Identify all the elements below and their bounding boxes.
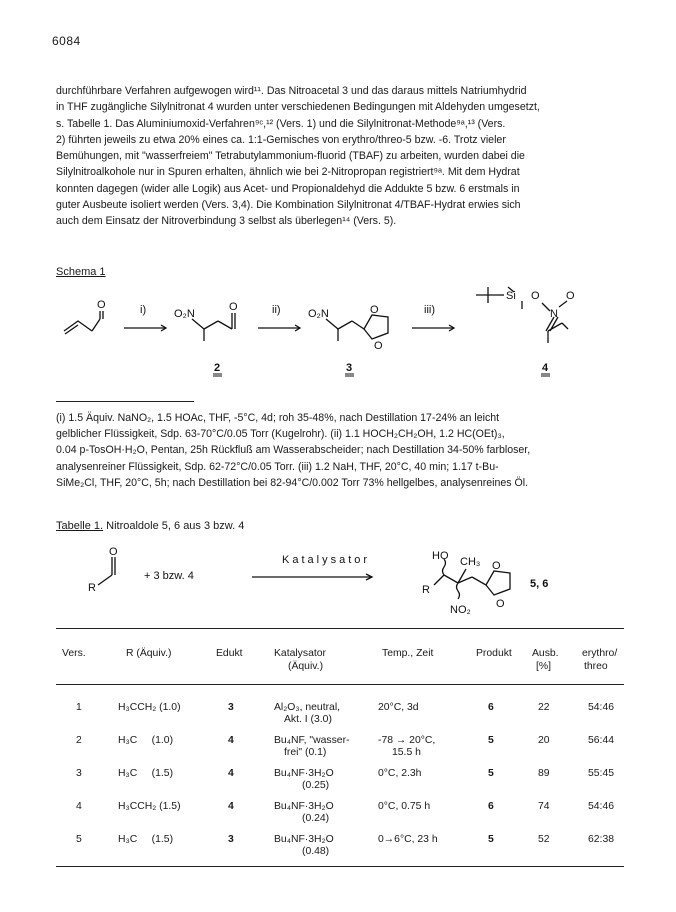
products-label: 5, 6 [530, 578, 549, 590]
table-label: Tabelle 1. [56, 520, 104, 532]
cell-r: H₃C (1.5) [118, 834, 174, 845]
bond [444, 575, 458, 583]
header-ausb-2: [%] [536, 661, 552, 672]
cell-et: 62:38 [588, 834, 615, 845]
paragraph-line: 2) führten jeweils zu etwa 20% eines ca. 1:1-Gemisches von erythro/threo-5 bzw. -6. Trotz vieler [56, 133, 506, 146]
cell-edukt: 4 [228, 801, 234, 812]
cell-ausb: 52 [538, 834, 550, 845]
atom-label-n: N [550, 308, 558, 320]
bond [338, 321, 352, 329]
arrow-label: Katalysator [282, 554, 371, 566]
table-reaction-scheme [56, 545, 576, 625]
bond [472, 577, 486, 585]
compound-number-3: 3 [346, 362, 353, 374]
cell-vers: 4 [76, 801, 82, 812]
bond [562, 323, 568, 329]
atom-label-o: O [229, 301, 238, 313]
bond [434, 575, 444, 585]
o-n-bond [542, 303, 550, 311]
conditions-line: analysenreiner Flüssigkeit, Sdp. 62-72°C/0.05 Torr. (iii) 1.2 NaH, THF, 20°C, 40 min; 1.17 t-Bu- [56, 460, 499, 473]
cell-kat-2: (0.48) [302, 846, 330, 857]
wavy-bond [457, 583, 460, 599]
cell-temp: 20°C, 3d [378, 702, 419, 713]
cell-et: 56:44 [588, 735, 615, 746]
conditions-line: 0.04 p-TosOH·H₂O, Pentan, 25h Rückfluß am Wasserabscheider; nach Destillation 34-50% farbloser, [56, 444, 531, 457]
cell-edukt: 4 [228, 768, 234, 779]
atom-label-si: Si [506, 290, 516, 302]
dioxolane-ring [486, 571, 510, 595]
atom-label-o: O [492, 560, 501, 572]
cell-edukt: 3 [228, 834, 234, 845]
paragraph-line: in THF zugängliche Silylnitronat 4 wurden unter verschiedenen Bedingungen mit Aldehyden umgesetzt, [56, 101, 540, 114]
paragraph-line: durchführbare Verfahren aufgewogen wird¹¹. Das Nitroacetal 3 und das daraus mittels Natriumhydrid [56, 85, 527, 97]
cell-kat-2: (0.24) [302, 813, 330, 824]
paragraph-line: s. Tabelle 1. Das Aluminiumoxid-Verfahren⁹ᶜ,¹² (Vers. 1) und die Silylnitronat-Methode⁹ᵃ,¹³ (Vers. [56, 117, 506, 130]
conditions-line: (i) 1.5 Äquiv. NaNO₂, 1.5 HOAc, THF, -5°C, 4d; roh 35-48%, nach Destillation 17-24% an leicht [56, 412, 500, 424]
cell-produkt: 6 [488, 801, 494, 812]
bond [92, 319, 100, 331]
cell-r: H₃CCH₂ (1.0) [118, 702, 181, 713]
atom-label-o: O [370, 304, 379, 316]
cell-produkt: 5 [488, 768, 494, 779]
atom-label-o: O [97, 299, 106, 311]
bond [204, 321, 218, 329]
cell-ausb: 20 [538, 735, 550, 746]
dioxolane-ring [364, 315, 388, 339]
cell-kat: Al₂O₃, neutral, [274, 702, 341, 713]
cell-ausb: 22 [538, 702, 550, 713]
cell-temp: -78 → 20°C, [378, 735, 436, 746]
cell-kat: Bu₄NF·3H₂O [274, 834, 334, 845]
cell-kat-2: Akt. I (3.0) [284, 714, 332, 725]
bond [192, 319, 204, 329]
cell-produkt: 5 [488, 735, 494, 746]
atom-label-no2: NO₂ [450, 604, 471, 616]
header-temp: Temp., Zeit [382, 648, 434, 659]
cell-edukt: 4 [228, 735, 234, 746]
notes-divider [56, 401, 194, 402]
cell-edukt: 3 [228, 702, 234, 713]
cell-et: 54:46 [588, 801, 615, 812]
cell-vers: 2 [76, 735, 82, 746]
cell-temp: 0→6°C, 23 h [378, 834, 438, 845]
cell-vers: 5 [76, 834, 82, 845]
cell-kat-2: frei" (0.1) [284, 747, 327, 758]
cell-kat: Bu₄NF, "wasser- [274, 735, 350, 746]
paragraph-line: Silylnitroalkohole nur in Spuren erhalten, ähnlich wie bei 2-Nitropropan registriert⁹ᵃ. Mit dem Hydrat [56, 166, 520, 179]
header-ausb: Ausb. [532, 648, 559, 659]
bond [326, 319, 338, 329]
header-vers: Vers. [62, 648, 86, 659]
cell-et: 54:46 [588, 702, 615, 713]
cell-et: 55:45 [588, 768, 615, 779]
header-kat: Katalysator [274, 648, 326, 659]
header-edukt: Edukt [216, 648, 243, 659]
bond [352, 321, 364, 329]
header-produkt: Produkt [476, 648, 512, 659]
cell-kat: Bu₄NF·3H₂O [274, 801, 334, 812]
bond [218, 321, 232, 329]
header-erythro: erythro/ [582, 648, 618, 659]
table-title [56, 520, 244, 532]
cell-ausb: 74 [538, 801, 550, 812]
paragraph-line: Bemühungen, mit "wasserfreiem" Tetrabutylammonium-fluorid (TBAF) zu arbeiten, wurden dabei die [56, 150, 525, 163]
cell-kat-2: (0.25) [302, 780, 330, 791]
atom-label-o2n: O₂N [308, 308, 329, 320]
table-caption: Nitroaldole 5, 6 aus 3 bzw. 4 [103, 520, 245, 532]
paragraph-line: guter Ausbeute isoliert werden (Vers. 3,4). Die Kombination Silylnitronat 4/TBAF-Hydrat erwies sich [56, 199, 521, 212]
conditions-line: SiMe₂Cl, THF, 20°C, 5h; nach Destillation bei 82-94°C/0.002 Torr 73% hellgelbes, analysenreines Öl. [56, 476, 529, 489]
compound-number-4: 4 [542, 362, 549, 374]
atom-label-o: O [496, 598, 505, 610]
step-label-i: i) [140, 304, 147, 316]
crotonaldehyde-bond [64, 321, 92, 331]
atom-label-r: R [88, 582, 96, 594]
cell-ausb: 89 [538, 768, 550, 779]
atom-label-o: O [566, 290, 575, 302]
scheme-title: Schema 1 [56, 266, 106, 278]
step-label-iii: iii) [424, 304, 435, 316]
atom-label-o: O [109, 546, 118, 558]
conditions-line: gelblicher Flüssigkeit, Sdp. 63-70°C/0.05 Torr (Kugelrohr). (ii) 1.1 HOCH₂CH₂OH, 1.2 HC(OEt)₃, [56, 428, 505, 441]
header-threo: threo [584, 661, 608, 672]
cell-r: H₃CCH₂ (1.5) [118, 801, 181, 812]
header-r: R (Äquiv.) [126, 648, 172, 659]
header-kat-2: (Äquiv.) [288, 661, 324, 672]
atom-label-o2n: O₂N [174, 308, 195, 320]
cell-produkt: 5 [488, 834, 494, 845]
paragraph-line: konnten dagegen (wider alle Logik) aus Acet- und Propionaldehyd die Addukte 5 bzw. 6 erstmals in [56, 182, 520, 195]
cell-vers: 3 [76, 768, 82, 779]
atom-label-ch3: CH₃ [460, 556, 481, 568]
body-paragraph [56, 83, 618, 230]
atom-label-ho: HO [432, 550, 449, 562]
atom-label-o: O [374, 340, 383, 352]
aldehyde-bond [98, 575, 112, 585]
cell-temp: 0°C, 0.75 h [378, 801, 431, 812]
cell-r: H₃C (1.5) [118, 768, 174, 779]
step-label-ii: ii) [272, 304, 281, 316]
compound-number-2: 2 [214, 362, 221, 374]
cell-temp: 0°C, 2.3h [378, 768, 422, 779]
cell-r: H₃C (1.0) [118, 735, 174, 746]
atom-label-o: O [531, 290, 540, 302]
scheme-1-diagram [56, 283, 576, 388]
paragraph-line: auch dem Einsatz der Nitroverbindung 3 selbst als überlegen¹⁴ (Vers. 5). [56, 215, 397, 228]
scheme-conditions [56, 410, 618, 491]
cell-temp-2: 15.5 h [392, 747, 421, 758]
atom-label-r: R [422, 584, 430, 596]
cell-kat: Bu₄NF·3H₂O [274, 768, 334, 779]
cell-vers: 1 [76, 702, 82, 713]
cell-produkt: 6 [488, 702, 494, 713]
reagent-text: + 3 bzw. 4 [144, 570, 194, 582]
page-number: 6084 [52, 34, 81, 48]
